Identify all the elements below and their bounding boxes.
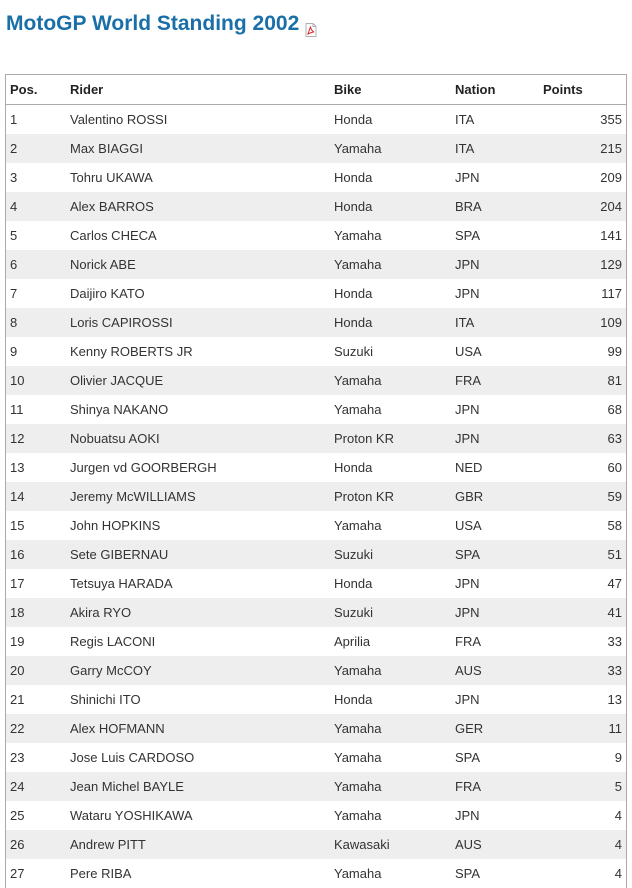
table-row	[6, 743, 627, 772]
table-row	[6, 134, 627, 163]
cell-bike: Yamaha	[334, 134, 455, 163]
cell-bike: Suzuki	[334, 540, 455, 569]
cell-nation: JPN	[455, 250, 543, 279]
cell-points: 109	[543, 308, 627, 337]
cell-points: 5	[543, 772, 627, 801]
cell-points: 141	[600, 228, 622, 243]
table-row	[6, 714, 627, 743]
cell-points: 60	[607, 460, 622, 475]
table-row	[6, 337, 627, 366]
table-row	[6, 540, 627, 569]
cell-rider: John HOPKINS	[70, 518, 161, 533]
cell-rider: Alex HOFMANN	[70, 714, 334, 743]
cell-nation: USA	[455, 518, 482, 533]
cell-bike: Honda	[334, 170, 373, 185]
cell-points: 59	[543, 482, 627, 511]
cell-rider: Garry McCOY	[70, 656, 334, 685]
cell-nation: JPN	[455, 402, 480, 417]
cell-nation: JPN	[455, 692, 480, 707]
cell-bike: Yamaha	[334, 714, 455, 743]
cell-pos: 19	[10, 634, 25, 649]
cell-points: 33	[607, 634, 622, 649]
cell-rider: Alex BARROS	[70, 192, 334, 221]
cell-rider: Olivier JACQUE	[70, 366, 334, 395]
cell-rider: Jean Michel BAYLE	[70, 772, 334, 801]
page-title	[6, 12, 317, 36]
header-bike: Bike	[334, 75, 455, 105]
table-row	[6, 627, 627, 656]
header-nation: Nation	[455, 75, 543, 105]
cell-points: 4	[614, 866, 622, 881]
cell-rider: Regis LACONI	[70, 634, 156, 649]
cell-rider: Jeremy McWILLIAMS	[70, 482, 334, 511]
cell-rider: Tohru UKAWA	[70, 170, 153, 185]
table-row	[6, 772, 627, 801]
cell-rider: Valentino ROSSI	[70, 112, 168, 127]
cell-pos: 6	[6, 250, 71, 279]
cell-bike: Honda	[334, 286, 373, 301]
cell-points: 9	[614, 750, 622, 765]
cell-points: 129	[543, 250, 627, 279]
cell-points: 215	[543, 134, 627, 163]
cell-bike: Honda	[334, 576, 373, 591]
header-rider: Rider	[70, 75, 334, 105]
table-row	[6, 366, 627, 395]
cell-nation: JPN	[455, 598, 543, 627]
cell-bike: Aprilia	[334, 634, 371, 649]
cell-rider: Carlos CHECA	[70, 228, 157, 243]
cell-points: 63	[543, 424, 627, 453]
cell-pos: 5	[10, 228, 18, 243]
cell-bike: Honda	[334, 192, 455, 221]
cell-pos: 7	[10, 286, 18, 301]
cell-bike: Yamaha	[334, 518, 382, 533]
cell-rider: Max BIAGGI	[70, 134, 334, 163]
cell-rider: Norick ABE	[70, 250, 334, 279]
cell-points: 209	[600, 170, 622, 185]
cell-bike: Honda	[334, 692, 373, 707]
cell-pos: 24	[6, 772, 71, 801]
cell-points: 33	[543, 656, 627, 685]
table-row	[6, 801, 627, 830]
table-row	[6, 279, 627, 308]
table-row	[6, 424, 627, 453]
cell-bike: Yamaha	[334, 402, 382, 417]
cell-bike: Proton KR	[334, 482, 455, 511]
cell-bike: Honda	[334, 308, 455, 337]
cell-pos: 16	[6, 540, 71, 569]
cell-bike: Yamaha	[334, 772, 455, 801]
cell-bike: Honda	[334, 460, 373, 475]
cell-pos: 9	[10, 344, 18, 359]
cell-nation: FRA	[455, 772, 543, 801]
standings-table	[5, 74, 627, 888]
cell-rider: Andrew PITT	[70, 830, 334, 859]
cell-pos: 14	[6, 482, 71, 511]
table-row	[6, 830, 627, 859]
cell-bike: Yamaha	[334, 366, 455, 395]
table-row	[6, 250, 627, 279]
cell-bike: Yamaha	[334, 808, 382, 823]
cell-rider: Akira RYO	[70, 598, 334, 627]
cell-nation: AUS	[455, 830, 543, 859]
cell-nation: AUS	[455, 656, 543, 685]
table-row	[6, 163, 627, 192]
cell-nation: FRA	[455, 366, 543, 395]
cell-nation: ITA	[455, 308, 543, 337]
table-row	[6, 685, 627, 714]
table-row	[6, 511, 627, 540]
table-row	[6, 569, 627, 598]
cell-pos: 27	[10, 866, 25, 881]
cell-nation: GER	[455, 714, 543, 743]
cell-rider: Pere RIBA	[70, 866, 132, 881]
cell-rider: Loris CAPIROSSI	[70, 308, 334, 337]
cell-nation: FRA	[455, 634, 481, 649]
cell-points: 11	[543, 714, 627, 743]
cell-pos: 13	[10, 460, 25, 475]
cell-nation: SPA	[455, 228, 481, 243]
pdf-icon[interactable]	[305, 19, 317, 33]
cell-points: 58	[607, 518, 622, 533]
cell-points: 81	[543, 366, 627, 395]
cell-bike: Yamaha	[334, 866, 382, 881]
cell-nation: SPA	[455, 540, 543, 569]
cell-nation: GBR	[455, 482, 543, 511]
cell-pos: 11	[10, 402, 24, 417]
cell-rider: Jose Luis CARDOSO	[70, 750, 195, 765]
cell-points: 4	[543, 830, 627, 859]
cell-pos: 10	[6, 366, 71, 395]
cell-rider: Nobuatsu AOKI	[70, 424, 334, 453]
cell-rider: Shinya NAKANO	[70, 402, 169, 417]
table-row	[6, 221, 627, 250]
cell-nation: NED	[455, 460, 483, 475]
cell-pos: 23	[10, 750, 25, 765]
cell-points: 117	[601, 286, 622, 301]
table-row	[6, 598, 627, 627]
table-header-row	[6, 75, 627, 105]
cell-bike: Suzuki	[334, 344, 374, 359]
cell-pos: 1	[10, 112, 18, 127]
cell-nation: JPN	[455, 424, 543, 453]
cell-pos: 2	[6, 134, 71, 163]
header-points: Points	[543, 75, 627, 105]
cell-pos: 20	[6, 656, 71, 685]
cell-points: 47	[607, 576, 622, 591]
cell-nation: JPN	[455, 170, 480, 185]
cell-nation: JPN	[455, 576, 480, 591]
cell-rider: Sete GIBERNAU	[70, 540, 334, 569]
cell-pos: 15	[10, 518, 25, 533]
table-row	[6, 453, 627, 482]
cell-points: 68	[607, 402, 622, 417]
cell-pos: 22	[6, 714, 71, 743]
header-pos: Pos.	[6, 75, 71, 105]
table-row	[6, 192, 627, 221]
cell-rider: Tetsuya HARADA	[70, 576, 173, 591]
cell-points: 4	[614, 808, 622, 823]
table-row	[6, 105, 627, 135]
cell-nation: JPN	[455, 286, 480, 301]
page-title-text: MotoGP World Standing 2002	[6, 12, 300, 35]
cell-pos: 8	[6, 308, 71, 337]
cell-nation: ITA	[455, 134, 543, 163]
table-row	[6, 656, 627, 685]
cell-bike: Yamaha	[334, 656, 455, 685]
cell-bike: Suzuki	[334, 598, 455, 627]
cell-bike: Yamaha	[334, 750, 382, 765]
table-row	[6, 395, 627, 424]
cell-points: 99	[607, 344, 622, 359]
cell-pos: 25	[10, 808, 25, 823]
cell-nation: SPA	[455, 750, 481, 765]
cell-pos: 12	[6, 424, 71, 453]
cell-points: 41	[543, 598, 627, 627]
table-row	[6, 482, 627, 511]
cell-bike: Honda	[334, 112, 373, 127]
cell-pos: 21	[10, 692, 25, 707]
cell-bike: Kawasaki	[334, 830, 455, 859]
cell-nation: JPN	[455, 808, 480, 823]
cell-pos: 3	[10, 170, 18, 185]
cell-points: 355	[600, 112, 622, 127]
cell-rider: Shinichi ITO	[70, 692, 141, 707]
cell-nation: BRA	[455, 192, 543, 221]
cell-pos: 26	[6, 830, 71, 859]
cell-rider: Wataru YOSHIKAWA	[70, 808, 193, 823]
cell-bike: Proton KR	[334, 424, 455, 453]
table-row	[6, 859, 627, 888]
cell-pos: 4	[6, 192, 71, 221]
cell-points: 51	[543, 540, 627, 569]
table-row	[6, 308, 627, 337]
cell-pos: 17	[10, 576, 25, 591]
cell-pos: 18	[6, 598, 71, 627]
cell-bike: Yamaha	[334, 250, 455, 279]
cell-rider: Daijiro KATO	[70, 286, 145, 301]
cell-rider: Kenny ROBERTS JR	[70, 344, 193, 359]
cell-nation: USA	[455, 344, 482, 359]
cell-points: 13	[607, 692, 622, 707]
cell-rider: Jurgen vd GOORBERGH	[70, 460, 217, 475]
cell-nation: ITA	[455, 112, 475, 127]
cell-bike: Yamaha	[334, 228, 382, 243]
cell-points: 204	[543, 192, 627, 221]
cell-nation: SPA	[455, 866, 481, 881]
